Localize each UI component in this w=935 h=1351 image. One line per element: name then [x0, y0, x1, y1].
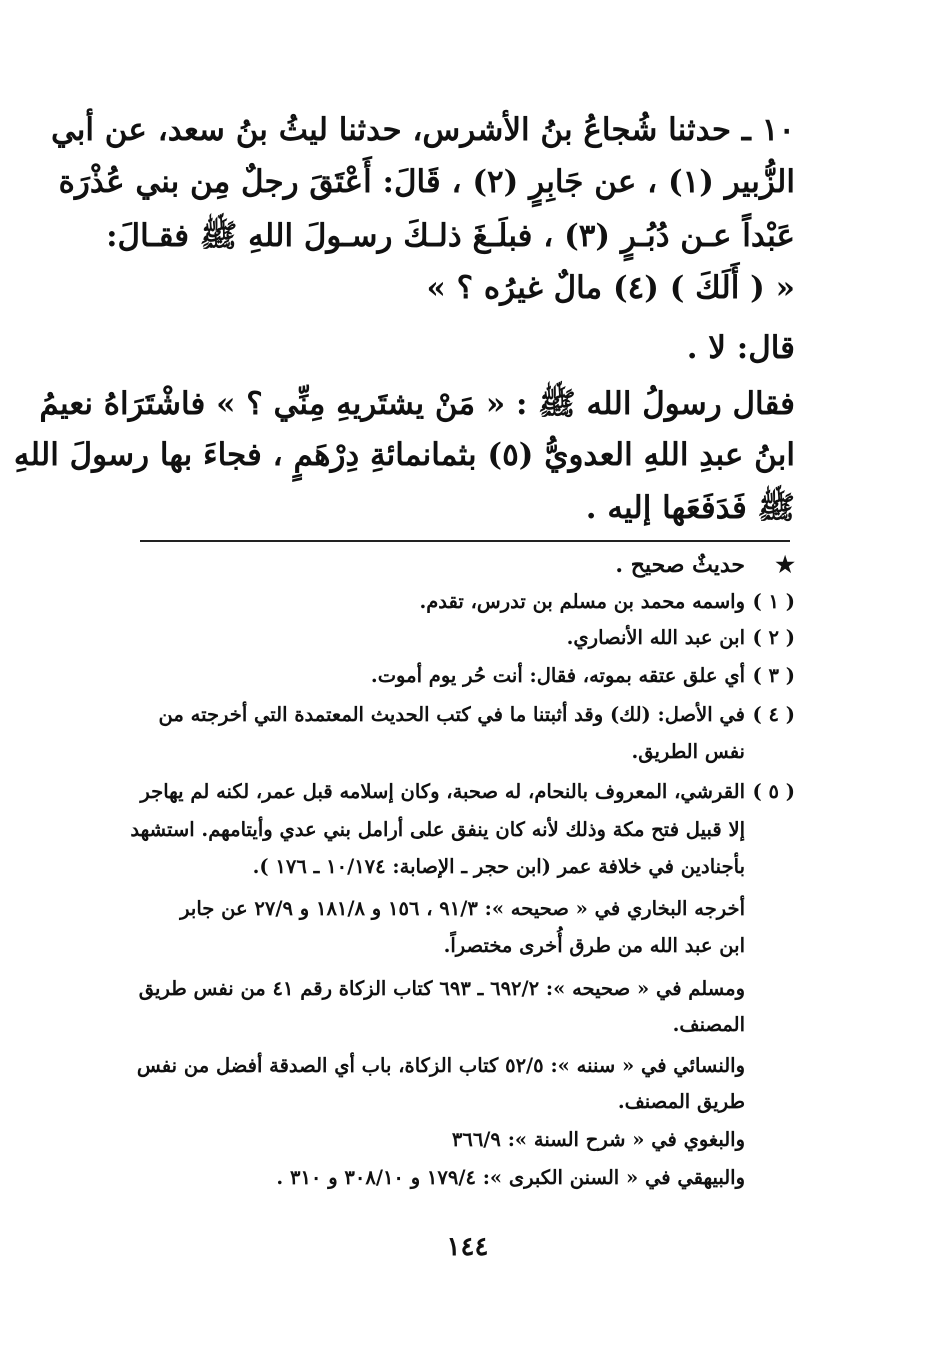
footnote-4-cont: نفس الطريق.: [631, 740, 745, 763]
takhrij-line-7: والبغوي في « شرح السنة »: ٣٦٦/٩: [451, 1128, 745, 1151]
footnote-text: ابن عبد الله الأنصاري.: [566, 626, 745, 649]
footnote-divider: [140, 540, 790, 542]
hadith-grade: [135, 552, 795, 578]
footnote-5: [135, 780, 795, 803]
takhrij-line-6: طريق المصنف.: [617, 1090, 745, 1113]
hadith-line-8: ﷺ فَدَفَعَها إليه .: [585, 490, 795, 526]
hadith-line-1: ١٠ ـ حدثنا شُجاعُ بنُ الأشرس، حدثنا ليثُ بنُ سعد، عن أبي: [50, 112, 795, 148]
footnote-number: ( ٣ ): [752, 664, 795, 687]
footnote-text: في الأصل: (لك) وقد أثبتنا ما في كتب الحديث المعتمدة التي أخرجته من: [158, 703, 745, 726]
hadith-line-6: فقال رسولُ الله ﷺ : « مَنْ يشتَريهِ مِنِّي ؟ » فاشْتَرَاهُ نعيمُ: [39, 386, 795, 422]
grade-text: حديثٌ صحيح .: [615, 552, 745, 578]
takhrij-line-4: المصنف.: [672, 1013, 745, 1036]
takhrij-line-2: ابن عبد الله من طرق أُخرى مختصراً.: [443, 934, 745, 957]
footnote-4: [135, 703, 795, 726]
star-icon: ★: [775, 552, 795, 578]
footnote-number: ( ١ ): [752, 590, 795, 613]
hadith-line-7: ابنُ عبدِ اللهِ العدويُّ (٥) بثمانمائةِ دِرْهَمٍ ، فجاءَ بها رسولَ اللهِ: [13, 437, 795, 473]
takhrij-line-8: والبيهقي في « السنن الكبرى »: ١٧٩/٤ و ٣٠٨/١٠ و ٣١٠ .: [276, 1166, 745, 1189]
hadith-line-5: قال: لا .: [686, 330, 795, 366]
hadith-line-4: « ( أَلَكَ ) (٤) مالٌ غيرُه ؟ »: [426, 270, 795, 306]
footnote-5-line-3: بأجنادين في خلافة عمر (ابن حجر ـ الإصابة: ١٠/١٧٤ ـ ١٧٦ ).: [252, 855, 745, 878]
footnote-2: [135, 626, 795, 649]
footnote-number: ( ٤ ): [752, 703, 795, 726]
footnote-text: واسمه محمد بن مسلم بن تدرس، تقدم.: [419, 590, 745, 613]
page-number: ١٤٤: [446, 1232, 489, 1262]
hadith-line-3: عَبْداً عـن دُبُـرٍ (٣) ، فبلَـغَ ذلـكَ رسـولَ اللهِ ﷺ فقـالَ:: [106, 218, 795, 254]
footnote-1: [135, 590, 795, 613]
footnote-number: ( ٥ ): [752, 780, 795, 803]
hadith-line-2: الزُّبير (١) ، عن جَابِرٍ (٢) ، قَالَ: أَعْتَقَ رجلٌ مِن بني عُذْرَة: [58, 164, 795, 200]
footnote-number: ( ٢ ): [752, 626, 795, 649]
footnote-text: القرشي، المعروف بالنحام، له صحبة، وكان إسلامه قبل عمر، لكنه لم يهاجر: [140, 780, 745, 803]
takhrij-line-5: والنسائي في « سننه »: ٥٢/٥ كتاب الزكاة، باب أي الصدقة أفضل من نفس: [136, 1054, 745, 1077]
footnote-5-line-2: إلا قبيل فتح مكة وذلك لأنه كان ينفق على أرامل بني عدي وأيتامهم. استشهد: [130, 818, 745, 841]
footnote-3: [135, 664, 795, 687]
footnote-text: أي علق عتقه بموته، فقال: أنت حُر يوم أموت.: [370, 664, 745, 687]
takhrij-line-1: أخرجه البخاري في « صحيحه »: ٩١/٣ ، ١٥٦ و ١٨١/٨ و ٢٧/٩ عن جابر: [180, 897, 745, 920]
takhrij-line-3: ومسلم في « صحيحه »: ٦٩٢/٢ ـ ٦٩٣ كتاب الزكاة رقم ٤١ من نفس طريق: [138, 977, 745, 1000]
